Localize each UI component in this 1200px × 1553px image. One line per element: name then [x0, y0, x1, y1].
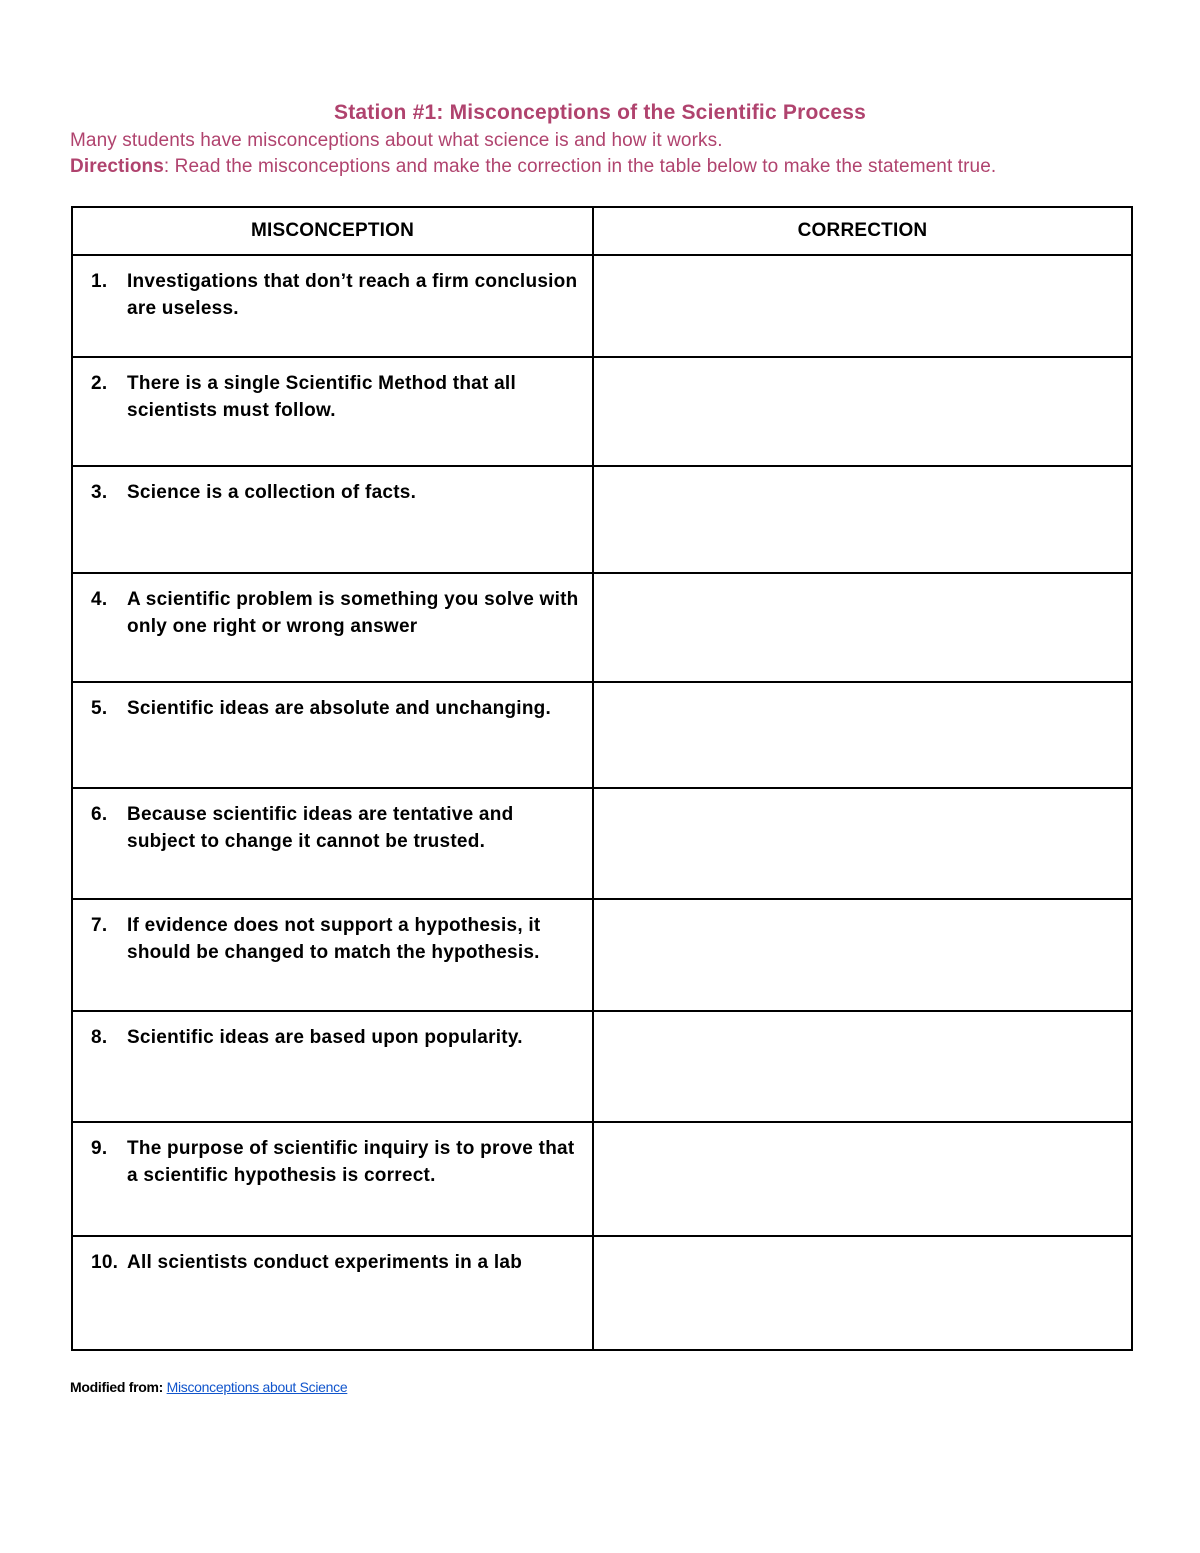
- correction-cell[interactable]: [593, 1011, 1132, 1122]
- misconception-table: [71, 206, 1133, 1351]
- page-title: Station #1: Misconceptions of the Scientific Process: [333, 101, 867, 124]
- table-header-row: [72, 207, 1132, 255]
- correction-cell[interactable]: [593, 1236, 1132, 1350]
- row-number: 6.: [91, 804, 108, 825]
- row-number: 5.: [91, 698, 108, 719]
- misconception-text: Investigations that don’t reach a firm conclusion are useless.: [127, 271, 578, 319]
- table-row: [72, 899, 1132, 1011]
- correction-cell[interactable]: [593, 682, 1132, 788]
- footer-attribution: [70, 1379, 347, 1395]
- misconception-cell: [72, 788, 593, 899]
- directions-label: Directions: [70, 156, 164, 177]
- misconception-cell: [72, 899, 593, 1011]
- misconception-cell: [72, 1011, 593, 1122]
- table-row: [72, 1011, 1132, 1122]
- table-row: [72, 255, 1132, 357]
- row-number: 9.: [91, 1138, 108, 1159]
- misconception-text: There is a single Scientific Method that all scientists must follow.: [127, 373, 516, 421]
- misconception-cell: [72, 682, 593, 788]
- row-number: 4.: [91, 589, 108, 610]
- misconception-text: All scientists conduct experiments in a lab: [127, 1252, 523, 1273]
- correction-cell[interactable]: [593, 1122, 1132, 1236]
- misconception-text: Scientific ideas are absolute and unchanging.: [127, 698, 552, 719]
- table-row: [72, 357, 1132, 466]
- table-row: [72, 788, 1132, 899]
- row-number: 7.: [91, 915, 108, 936]
- misconception-text: The purpose of scientific inquiry is to prove that a scientific hypothesis is correct.: [127, 1138, 575, 1186]
- misconception-cell: [72, 1122, 593, 1236]
- misconception-cell: [72, 466, 593, 573]
- row-number: 8.: [91, 1027, 108, 1048]
- misconception-cell: [72, 1236, 593, 1350]
- misconception-text: Science is a collection of facts.: [127, 482, 417, 503]
- table-row: [72, 573, 1132, 682]
- misconception-text: Because scientific ideas are tentative and subject to change it cannot be trusted.: [127, 804, 514, 852]
- directions-body: : Read the misconceptions and make the correction in the table below to make the statement true.: [163, 156, 997, 177]
- correction-cell[interactable]: [593, 573, 1132, 682]
- misconception-text: If evidence does not support a hypothesis, it should be changed to match the hypothesis.: [127, 915, 541, 963]
- row-number: 1.: [91, 271, 108, 292]
- misconception-cell: [72, 255, 593, 357]
- table-row: [72, 1122, 1132, 1236]
- correction-cell[interactable]: [593, 899, 1132, 1011]
- header-misconception: MISCONCEPTION: [72, 207, 593, 255]
- table-row: [72, 1236, 1132, 1350]
- source-link[interactable]: Misconceptions about Science: [166, 1379, 348, 1395]
- misconception-text: A scientific problem is something you solve with only one right or wrong answer: [127, 589, 579, 637]
- row-number: 2.: [91, 373, 108, 394]
- table-row: [72, 682, 1132, 788]
- table-row: [72, 466, 1132, 573]
- correction-cell[interactable]: [593, 255, 1132, 357]
- footer-label: Modified from:: [70, 1379, 164, 1395]
- misconception-cell: [72, 573, 593, 682]
- correction-cell[interactable]: [593, 788, 1132, 899]
- correction-cell[interactable]: [593, 466, 1132, 573]
- header-correction: CORRECTION: [593, 207, 1132, 255]
- misconception-text: Scientific ideas are based upon popularity.: [127, 1027, 523, 1048]
- row-number: 3.: [91, 482, 108, 503]
- directions-text: [70, 156, 996, 178]
- intro-text: Many students have misconceptions about what science is and how it works.: [70, 130, 723, 151]
- misconception-cell: [72, 357, 593, 466]
- row-number: 10.: [91, 1252, 119, 1273]
- correction-cell[interactable]: [593, 357, 1132, 466]
